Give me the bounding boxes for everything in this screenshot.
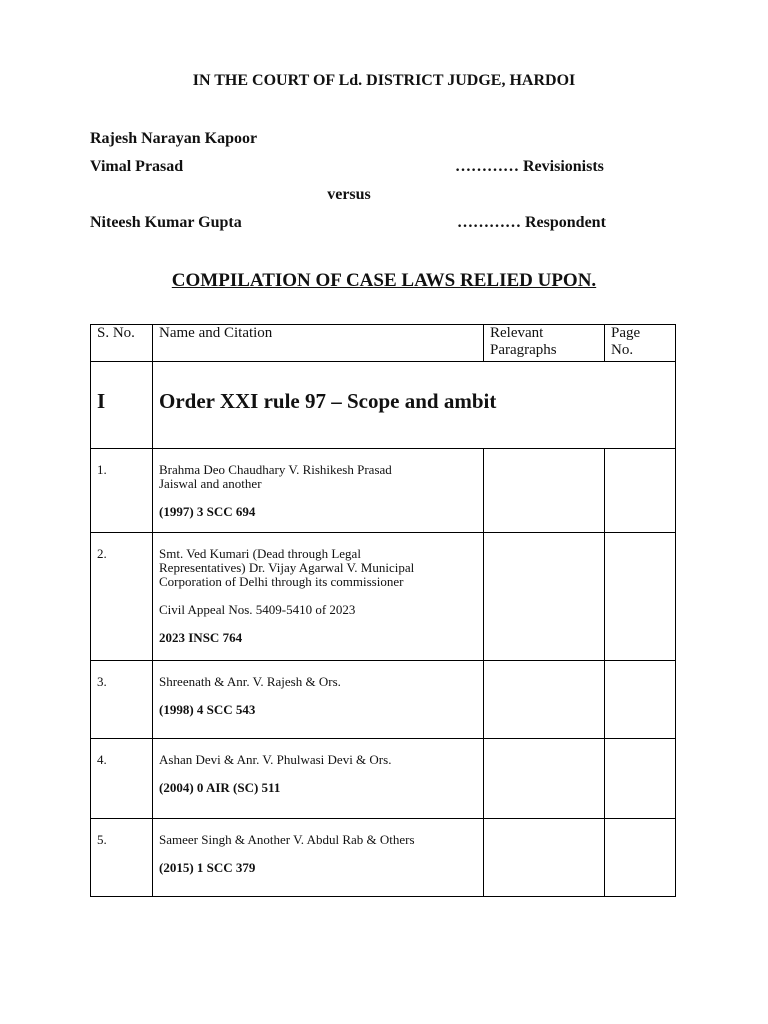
revisionist-2-name: Vimal Prasad — [90, 158, 184, 175]
relevant-paragraphs-cell — [484, 449, 605, 533]
case-name-line: Shreenath & Anr. V. Rajesh & Ors. — [159, 674, 341, 689]
case-serial-number: 3. — [91, 661, 153, 739]
case-name-citation — [153, 739, 484, 819]
case-name-citation — [153, 449, 484, 533]
case-name-line: Representatives) Dr. Vijay Agarwal V. Municipal — [159, 560, 415, 575]
page-number-cell — [605, 661, 676, 739]
header-page-line-1: Page — [611, 325, 641, 341]
case-name-line: Smt. Ved Kumari (Dead through Legal — [159, 546, 361, 561]
case-name-line: Ashan Devi & Anr. V. Phulwasi Devi & Ors. — [159, 752, 392, 767]
case-citation: (1998) 4 SCC 543 — [159, 702, 256, 717]
header-paragraphs-line-1: Relevant — [490, 325, 544, 341]
section-row — [91, 362, 676, 449]
case-serial-number: 1. — [91, 449, 153, 533]
respondent-label: ………… Respondent — [457, 214, 606, 231]
table-row — [91, 661, 676, 739]
case-serial-number: 2. — [91, 533, 153, 661]
revisionist-1-name: Rajesh Narayan Kapoor — [90, 130, 258, 147]
page-number-cell — [605, 739, 676, 819]
relevant-paragraphs-cell — [484, 739, 605, 819]
versus-label: versus — [327, 186, 371, 203]
section-number: I — [91, 362, 153, 449]
relevant-paragraphs-cell — [484, 533, 605, 661]
page-number-cell — [605, 819, 676, 897]
page-number-cell — [605, 533, 676, 661]
case-serial-number: 4. — [91, 739, 153, 819]
header-page-line-2: No. — [611, 342, 634, 358]
header-relevant-paragraphs — [484, 325, 605, 362]
table-row — [91, 449, 676, 533]
header-paragraphs-line-2: Paragraphs — [490, 342, 557, 358]
table-header-row — [91, 325, 676, 362]
relevant-paragraphs-cell — [484, 819, 605, 897]
respondent-name: Niteesh Kumar Gupta — [90, 214, 242, 231]
table-row — [91, 533, 676, 661]
case-citation: (2015) 1 SCC 379 — [159, 860, 256, 875]
case-name-citation — [153, 661, 484, 739]
header-name-citation — [153, 325, 484, 362]
table-row — [91, 739, 676, 819]
court-title: IN THE COURT OF Ld. DISTRICT JUDGE, HARDOI — [192, 72, 576, 89]
case-name-line: Sameer Singh & Another V. Abdul Rab & Others — [159, 832, 415, 847]
case-name-citation — [153, 819, 484, 897]
header-page-no — [605, 325, 676, 362]
case-appeal-number: Civil Appeal Nos. 5409-5410 of 2023 — [159, 602, 356, 617]
page-number-cell — [605, 449, 676, 533]
header-name-label: Name and Citation — [159, 325, 273, 341]
section-title: Order XXI rule 97 – Scope and ambit — [153, 362, 676, 449]
compilation-title: COMPILATION OF CASE LAWS RELIED UPON. — [171, 270, 597, 291]
revisionists-label: ………… Revisionists — [455, 158, 604, 175]
case-name-line: Brahma Deo Chaudhary V. Rishikesh Prasad — [159, 462, 392, 477]
header-sno-label: S. No. — [97, 325, 135, 341]
case-name-line: Corporation of Delhi through its commissioner — [159, 574, 404, 589]
case-serial-number: 5. — [91, 819, 153, 897]
case-name-citation — [153, 533, 484, 661]
case-citation: (1997) 3 SCC 694 — [159, 504, 256, 519]
case-name-line: Jaiswal and another — [159, 476, 262, 491]
case-laws-table — [90, 324, 676, 897]
table-row — [91, 819, 676, 897]
relevant-paragraphs-cell — [484, 661, 605, 739]
case-citation: (2004) 0 AIR (SC) 511 — [159, 780, 281, 795]
header-sno — [91, 325, 153, 362]
case-citation: 2023 INSC 764 — [159, 630, 243, 645]
